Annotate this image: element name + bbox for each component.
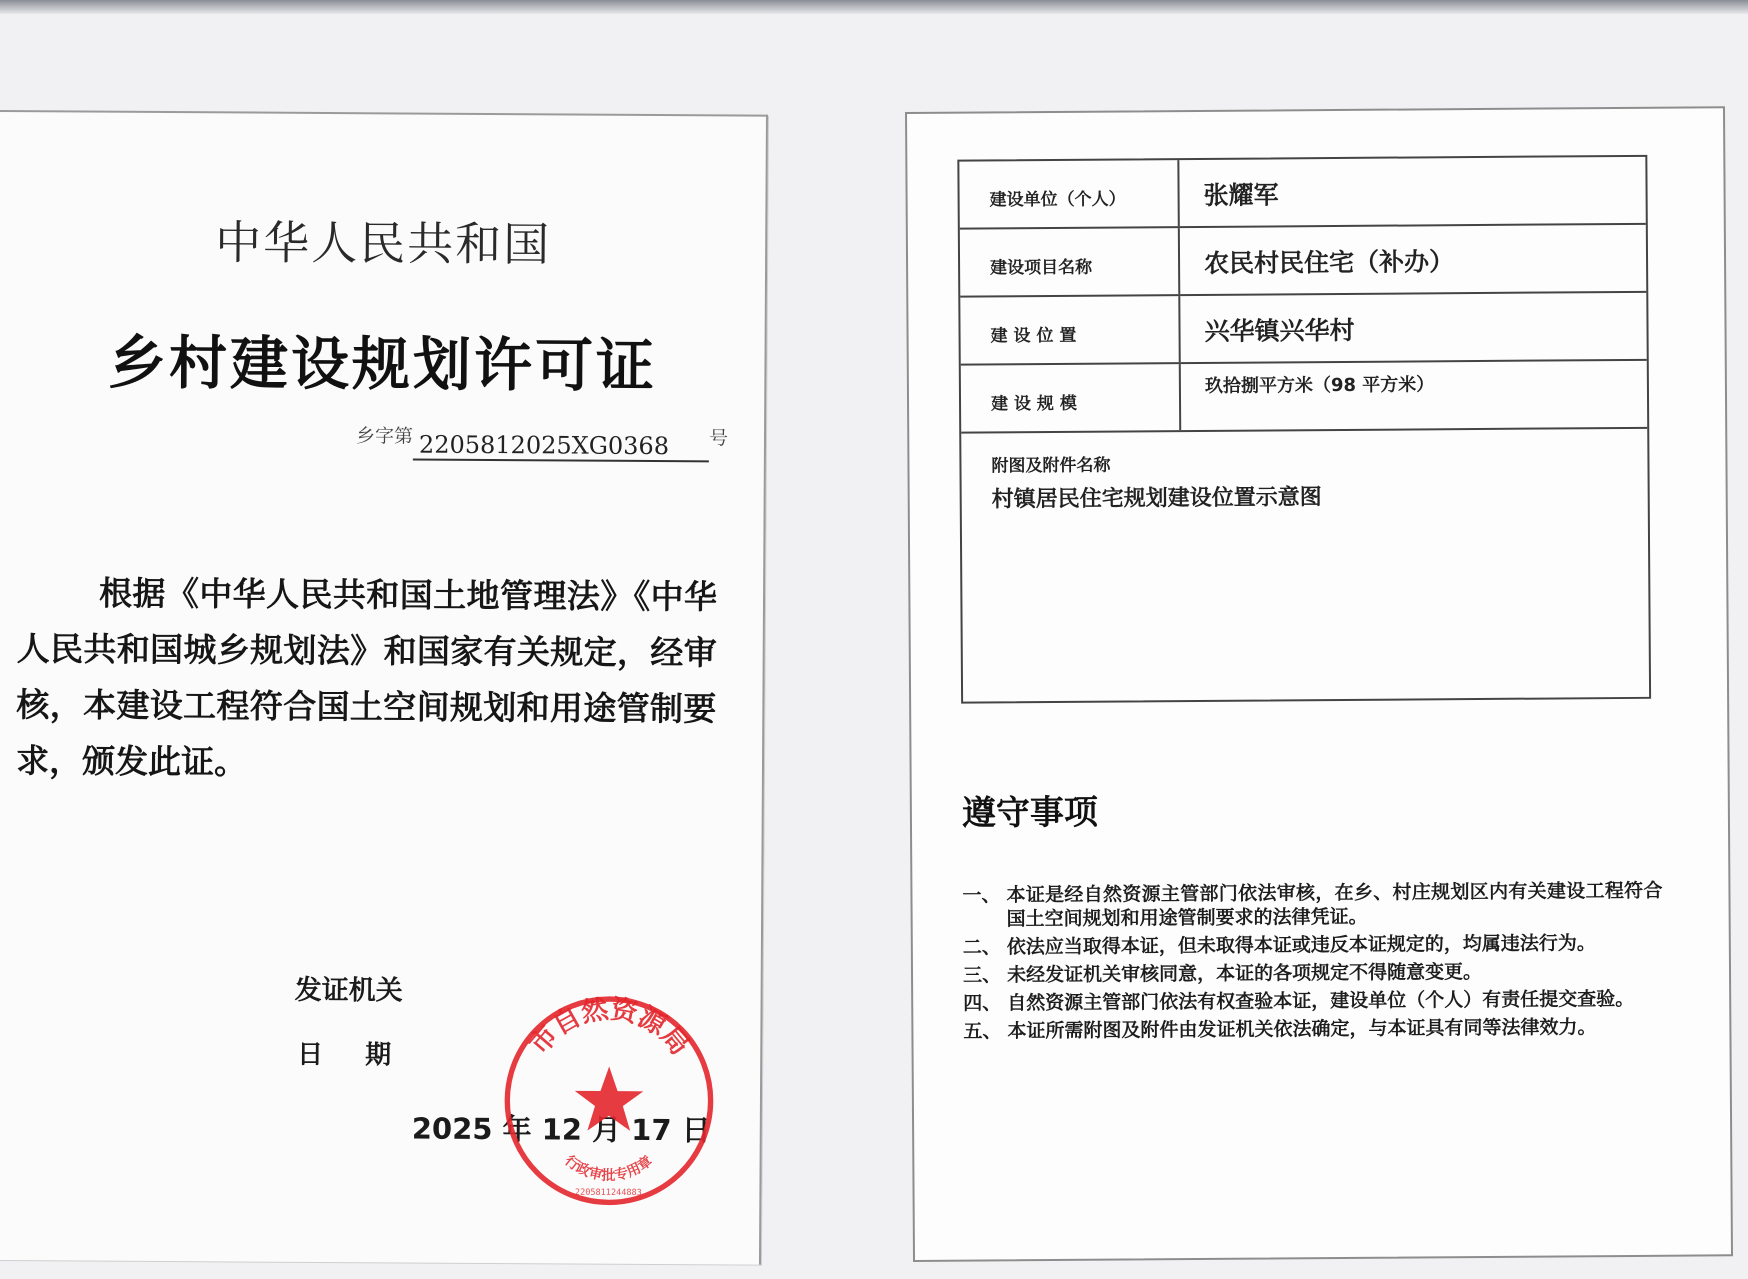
seal-code: 2205811244883: [574, 1187, 642, 1199]
attachments-label: 附图及附件名称: [991, 455, 1111, 477]
serial-suffix: 号: [708, 427, 729, 450]
row-label: 建 设 规 模: [961, 364, 1181, 432]
list-item: [962, 879, 1662, 932]
list-item: [963, 959, 1663, 988]
page-border: [0, 110, 768, 117]
row-value: 玖拾捌平方米（98 平方米）: [1204, 374, 1435, 397]
serial-prefix: 乡字第: [355, 425, 414, 448]
list-item: [963, 931, 1663, 960]
row-label: 建 设 位 置: [960, 296, 1180, 364]
table-row: [960, 225, 1646, 298]
seal-text: 市自然资源局: [523, 993, 696, 1062]
row-value: 张耀军: [1203, 180, 1279, 210]
row-value: 兴华镇兴华村: [1204, 315, 1355, 346]
svg-text:行政审批专用章: [561, 1152, 655, 1184]
list-item: [963, 1015, 1663, 1044]
permit-front-page: [0, 110, 768, 1265]
table-row: [960, 293, 1646, 366]
note-number: 五、: [963, 1020, 1002, 1043]
note-number: 四、: [963, 992, 1002, 1015]
date-label: 日期: [297, 1039, 434, 1071]
svg-text:市自然资源局: [523, 993, 695, 1061]
permit-info-table: [957, 155, 1651, 704]
notes-title: 遵守事项: [961, 792, 1099, 834]
country-name: 中华人民共和国: [215, 215, 552, 272]
issuer-label: 发证机关: [294, 974, 403, 1007]
note-text: 本证所需附图及附件由发证机关依法确定，与本证具有同等法律效力。: [1007, 1016, 1597, 1043]
note-text: 未经发证机关审核同意，本证的各项规定不得随意变更。: [1006, 960, 1483, 987]
list-item: [963, 987, 1663, 1016]
permit-body-text: 根据《中华人民共和国土地管理法》《中华人民共和国城乡规划法》和国家有关规定，经审核，本建设工程符合国土空间规划和用途管制要求，颁发此证。: [15, 573, 718, 782]
row-label: 建设项目名称: [960, 228, 1180, 296]
note-number: 二、: [962, 936, 1001, 959]
row-value: 农民村民住宅（补办）: [1203, 247, 1455, 278]
official-seal-icon: [501, 993, 716, 1208]
background-shadow: [0, 0, 1748, 14]
table-row: [959, 157, 1645, 230]
note-number: 三、: [962, 964, 1002, 987]
attachments-value: 村镇居民住宅规划建设位置示意图: [991, 485, 1322, 513]
permit-title: 乡村建设规划许可证: [107, 328, 658, 401]
note-text: 自然资源主管部门依法有权查验本证，建设单位（个人）有责任提交查验。: [1007, 987, 1635, 1015]
seal-sub-text: 行政审批专用章: [561, 1152, 656, 1184]
row-label: 建设单位（个人）: [959, 160, 1179, 228]
serial-line: [355, 420, 729, 461]
note-text: 本证是经自然资源主管部门依法审核，在乡、村庄规划区内有关建设工程符合国土空间规划和用途管制要求的法律凭证。: [1006, 879, 1663, 931]
permit-back-page: [905, 106, 1733, 1262]
notes-list: [962, 879, 1663, 1048]
attachments-cell: [961, 429, 1649, 702]
table-row: [961, 361, 1647, 434]
note-number: 一、: [962, 884, 1001, 907]
note-text: 依法应当取得本证，但未取得本证或违反本证规定的，均属违法行为。: [1006, 932, 1596, 959]
issue-date: 2025 年 12 月 17 日: [411, 1111, 711, 1148]
serial-number: 2205812025XG0368: [413, 431, 709, 463]
